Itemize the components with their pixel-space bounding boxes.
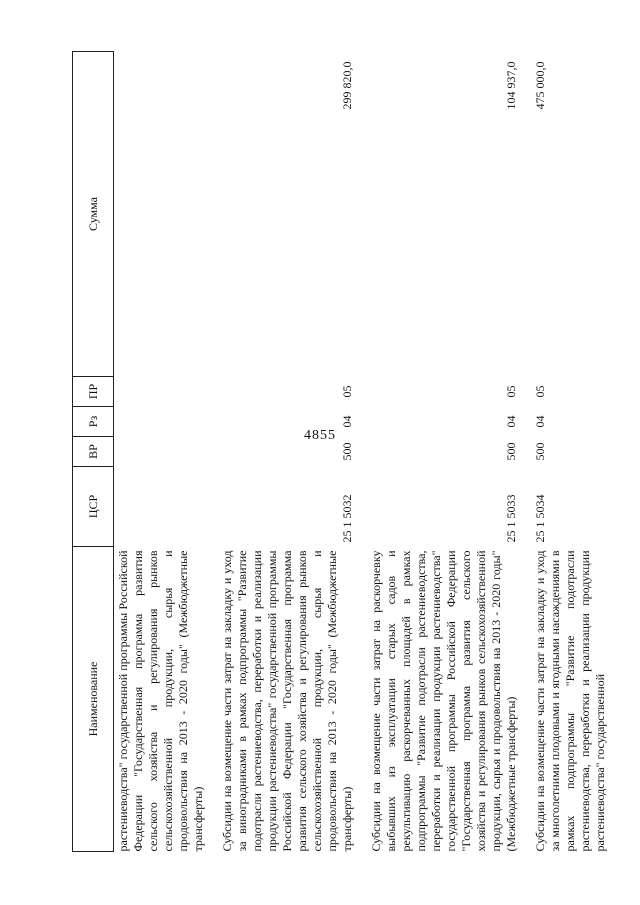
row-csr: 25 1 5033 — [504, 494, 518, 543]
row-name: Субсидии на возмещение части затрат на закладку и уход за виноградниками в рамках подпрограммы "Развитие подотрасли растениеводства, переработки и реализации продукции растениеводства" государственной программы Российской Федерации "Государственная программа развития сельского хозяйства и регулирования рынков сельскохозяйственной продукции, сырья и продовольствия на 2013 - 2020 годы" (Межбюджетные трансферты) — [220, 550, 354, 852]
row-rz: 04 — [533, 415, 547, 428]
row-rz: 04 — [340, 415, 354, 428]
row-sum: 475 000,0 — [533, 61, 547, 110]
row-rz: 04 — [504, 415, 518, 428]
page-number: 4855 — [304, 428, 336, 443]
row-rz — [114, 407, 211, 437]
budget-table — [72, 51, 612, 852]
row-name: Субсидии на возмещение части затрат на раскорчевку выбывших из эксплуатации старых садов и рекультивацию раскорчеванных площадей в рамках подпрограммы "Развитие подотрасли растениеводства, переработки и реализации продукции растениеводства" государственной программы Российской Федерации "Государственная программа развития сельского хозяйства и регулирования рынков сельскохозяйственной продукции, сырья и продовольствия на 2013 - 2020 годы" (Межбюджетные трансферты) — [369, 550, 518, 852]
row-pr — [114, 377, 211, 407]
row-csr — [114, 467, 211, 547]
header-pr: ПР — [73, 377, 114, 407]
header-sum: Сумма — [73, 52, 114, 377]
header-vr: ВР — [73, 437, 114, 467]
row-csr: 25 1 5034 — [533, 494, 547, 543]
row-csr: 25 1 5032 — [340, 494, 354, 543]
row-vr: 500 — [504, 442, 518, 461]
row-sum: 104 937,0 — [504, 61, 518, 110]
table-header-row — [73, 52, 114, 852]
table-row — [359, 52, 523, 852]
table-row — [210, 52, 359, 852]
header-rz: Рз — [73, 407, 114, 437]
row-name: Субсидии на возмещение части затрат на закладку и уход за многолетними плодовыми и ягодными насаждениями в рамках подпрограммы "Развитие подотрасли растениеводства, переработки и реализации продукции растениеводства" государственной — [533, 550, 607, 852]
row-pr: 05 — [504, 385, 518, 398]
row-vr: 500 — [340, 442, 354, 461]
header-csr: ЦСР — [73, 467, 114, 547]
row-vr — [114, 437, 211, 467]
table-row — [114, 52, 211, 852]
table-row — [523, 52, 612, 852]
row-vr: 500 — [533, 442, 547, 461]
row-pr: 05 — [533, 385, 547, 398]
row-sum — [114, 52, 211, 377]
header-name: Наименование — [73, 547, 114, 852]
row-pr: 05 — [340, 385, 354, 398]
row-sum: 299 820,0 — [340, 61, 354, 110]
budget-table-sheet — [72, 52, 607, 852]
row-name: растениеводства" государственной программы Российской Федерации "Государственная программа развития сельского хозяйства и регулирования рынков сельскохозяйственной продукции, сырья и продовольствия на 2013 - 2020 годы" (Межбюджетные трансферты) — [116, 550, 205, 852]
